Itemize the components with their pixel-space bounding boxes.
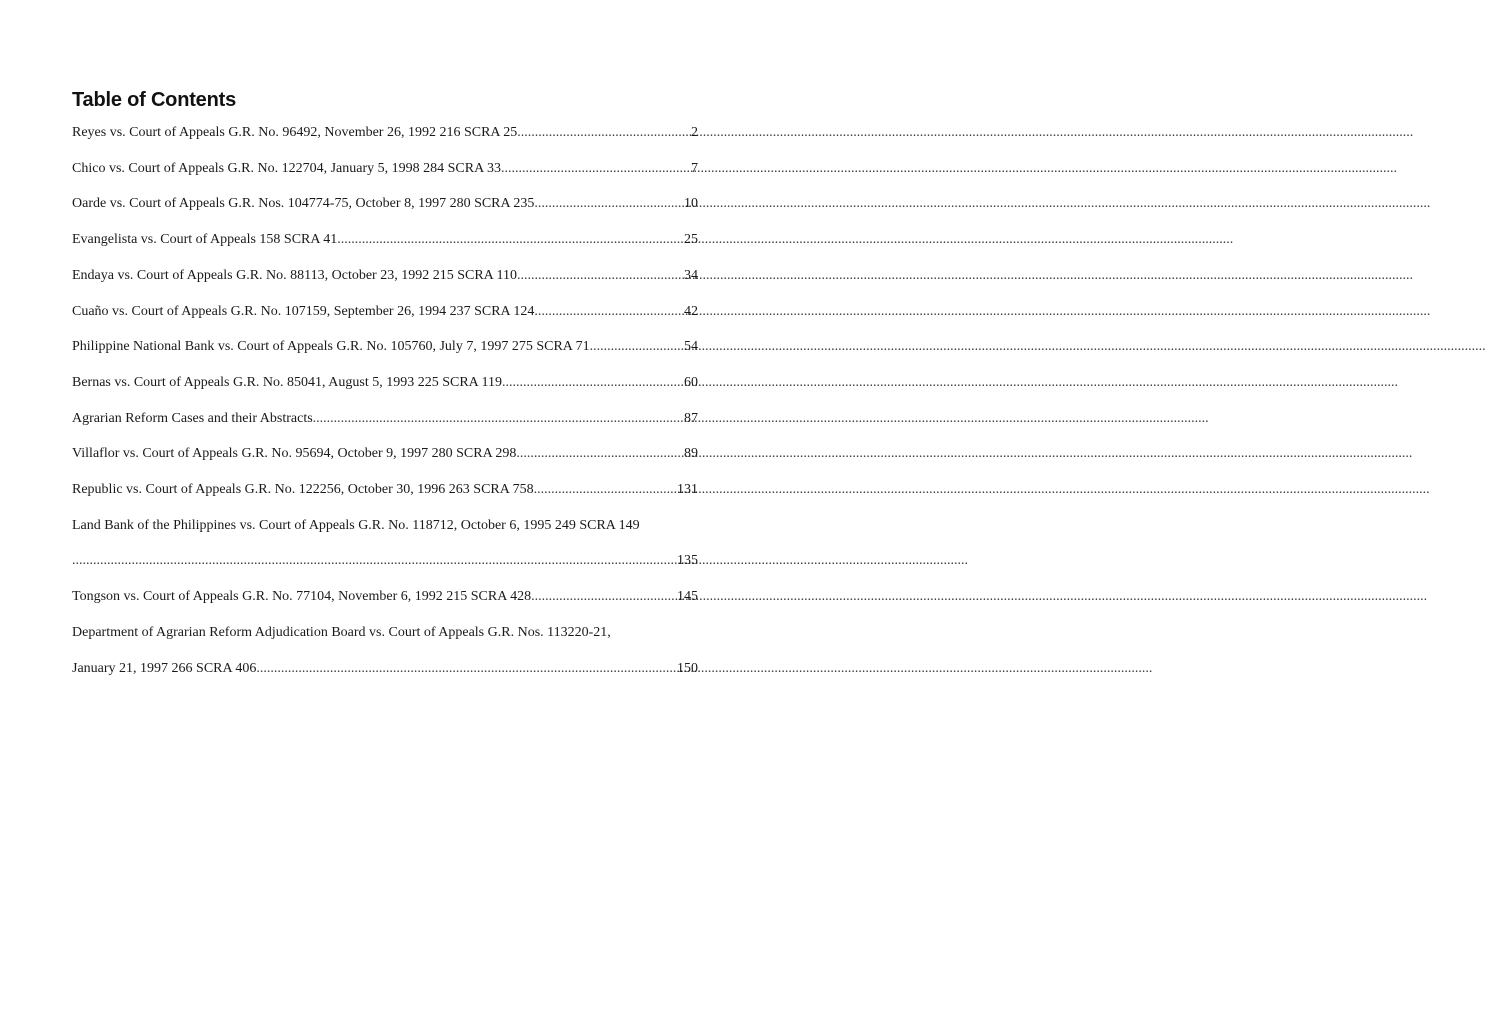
toc-entry-title: Chico vs. Court of Appeals G.R. No. 122704, January 5, 1998 284 SCRA 33 xyxy=(72,160,501,176)
toc-entry-line xyxy=(72,651,698,687)
toc-entry-page-number: 135 xyxy=(677,553,698,569)
toc-entry[interactable] xyxy=(72,579,698,615)
toc-entry-page-number: 145 xyxy=(677,589,698,605)
toc-entry-line xyxy=(72,472,698,508)
toc-entry-line xyxy=(72,222,698,258)
toc-entry-page-number: 54 xyxy=(684,339,698,355)
toc-entry-title: Oarde vs. Court of Appeals G.R. Nos. 104774-75, October 8, 1997 280 SCRA 235 xyxy=(72,196,535,212)
toc-entry[interactable] xyxy=(72,115,698,151)
toc-entry-page-number: 42 xyxy=(684,303,698,319)
toc-entry-title: Tongson vs. Court of Appeals G.R. No. 77104, November 6, 1992 215 SCRA 428 xyxy=(72,589,532,605)
toc-entry-line xyxy=(72,329,698,365)
toc-entry[interactable] xyxy=(72,329,698,365)
toc-entry-page-number: 150 xyxy=(677,660,698,676)
dot-leader xyxy=(256,651,676,687)
toc-entry[interactable] xyxy=(72,436,698,472)
toc-entry-line xyxy=(72,579,698,615)
dot-leader xyxy=(72,543,676,579)
toc-entry-title: Villaflor vs. Court of Appeals G.R. No. 95694, October 9, 1997 280 SCRA 298 xyxy=(72,446,517,462)
toc-entry-title: Land Bank of the Philippines vs. Court of Appeals G.R. No. 118712, October 6, 1995 249 SCRA 149 xyxy=(72,517,640,533)
toc-entry[interactable] xyxy=(72,508,698,579)
dot-leader xyxy=(590,329,683,365)
toc-entry[interactable] xyxy=(72,401,698,437)
toc-title: Table of Contents xyxy=(72,89,237,111)
toc-entry-line xyxy=(72,401,698,437)
toc-entry-page-number: 34 xyxy=(684,267,698,283)
toc-entry-line xyxy=(72,186,698,222)
toc-entry-title: Agrarian Reform Cases and their Abstracts xyxy=(72,410,313,426)
toc-entry-line xyxy=(72,258,698,294)
toc-entry[interactable] xyxy=(72,258,698,294)
toc-entry-page-number: 131 xyxy=(677,482,698,498)
toc-entry[interactable] xyxy=(72,615,698,686)
toc-entry[interactable] xyxy=(72,186,698,222)
toc-entry-page-number: 25 xyxy=(684,232,698,248)
toc-entry-line xyxy=(72,543,698,579)
dot-leader xyxy=(534,472,676,508)
toc-entry-page-number: 87 xyxy=(684,410,698,426)
toc-entry[interactable] xyxy=(72,151,698,187)
dot-leader xyxy=(501,151,690,187)
dot-leader xyxy=(337,222,683,258)
dot-leader xyxy=(517,258,683,294)
dot-leader xyxy=(534,186,683,222)
toc-entry-line xyxy=(72,615,698,651)
dot-leader xyxy=(517,115,690,151)
toc-entry[interactable] xyxy=(72,294,698,330)
toc-entry[interactable] xyxy=(72,222,698,258)
toc-list xyxy=(72,115,698,686)
toc-entry-line xyxy=(72,508,698,544)
toc-entry-title: Bernas vs. Court of Appeals G.R. No. 85041, August 5, 1993 225 SCRA 119 xyxy=(72,374,502,390)
toc-entry-line xyxy=(72,294,698,330)
toc-entry-line xyxy=(72,436,698,472)
toc-entry-title: Reyes vs. Court of Appeals G.R. No. 96492, November 26, 1992 216 SCRA 25 xyxy=(72,125,518,140)
toc-entry[interactable] xyxy=(72,365,698,401)
dot-leader xyxy=(534,294,683,330)
dot-leader xyxy=(313,401,683,437)
dot-leader xyxy=(502,365,683,401)
toc-entry-title: Republic vs. Court of Appeals G.R. No. 122256, October 30, 1996 263 SCRA 758 xyxy=(72,482,534,498)
toc-entry-line xyxy=(72,151,698,187)
toc-entry-page-number: 7 xyxy=(691,160,698,176)
toc-entry-page-number: 10 xyxy=(684,196,698,212)
toc-entry-title-continued: January 21, 1997 266 SCRA 406 xyxy=(72,660,257,676)
toc-entry-title: Cuaño vs. Court of Appeals G.R. No. 107159, September 26, 1994 237 SCRA 124 xyxy=(72,303,535,319)
dot-leader xyxy=(531,579,676,615)
document-page xyxy=(72,86,698,686)
dot-leader xyxy=(516,436,683,472)
toc-entry-title: Philippine National Bank vs. Court of Appeals G.R. No. 105760, July 7, 1997 275 SCRA 71 xyxy=(72,339,590,355)
toc-entry-line xyxy=(72,365,698,401)
toc-entry-title: Evangelista vs. Court of Appeals 158 SCRA 41 xyxy=(72,232,338,248)
toc-entry-title: Endaya vs. Court of Appeals G.R. No. 88113, October 23, 1992 215 SCRA 110 xyxy=(72,267,517,283)
toc-entry-page-number: 2 xyxy=(691,125,698,140)
toc-entry-line xyxy=(72,115,698,151)
toc-entry-title: Department of Agrarian Reform Adjudication Board vs. Court of Appeals G.R. Nos. 113220-21, xyxy=(72,624,611,640)
toc-entry-page-number: 60 xyxy=(684,374,698,390)
toc-entry[interactable] xyxy=(72,472,698,508)
toc-entry-page-number: 89 xyxy=(684,446,698,462)
